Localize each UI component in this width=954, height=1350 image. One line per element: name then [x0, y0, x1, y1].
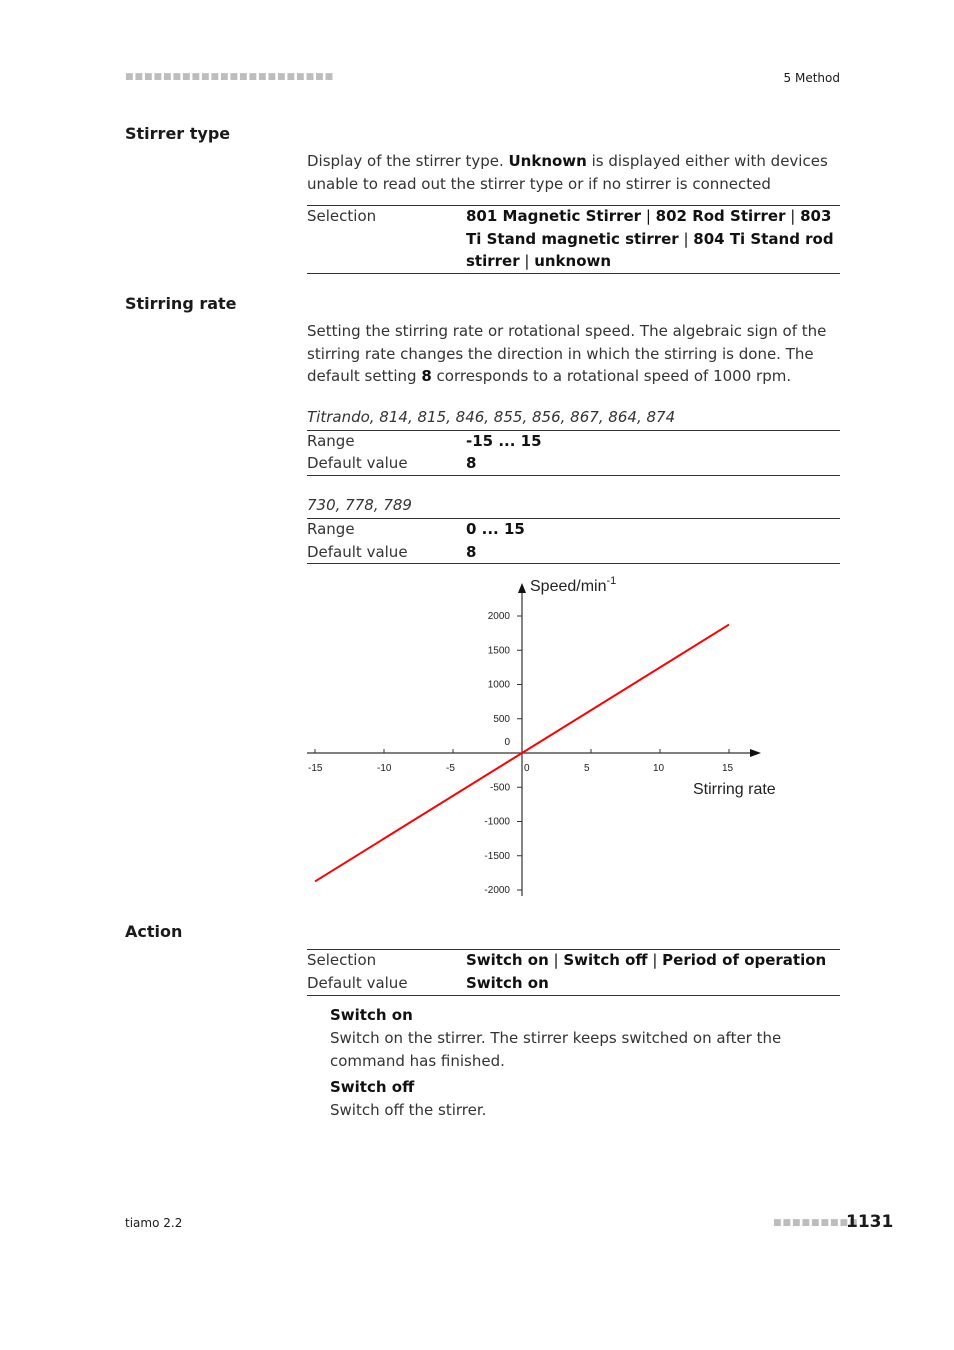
footer-decoration: ■■■■■■■■■ — [773, 1218, 859, 1228]
stirrer-type-description: Display of the stirrer type. Unknown is displayed either with devices unable to read out the stirrer type or if no stirrer is connected — [307, 152, 828, 193]
option-title-switch-off: Switch off — [330, 1078, 415, 1096]
range-label: Range — [307, 432, 355, 450]
default-label: Default value — [307, 974, 408, 992]
x-tick-label: 0 — [524, 763, 530, 774]
y-tick-label: 1000 — [487, 679, 510, 691]
action-options: Switch on | Switch off | Period of operation — [466, 951, 827, 969]
range-value: 0 ... 15 — [466, 520, 525, 538]
stirring-rate-chart — [300, 570, 800, 905]
x-tick-label: -15 — [308, 763, 323, 774]
table-rule — [307, 430, 840, 431]
option-desc-switch-off: Switch off the stirrer. — [330, 1101, 487, 1119]
x-tick-label: 15 — [722, 763, 734, 774]
y-tick-label: 500 — [493, 713, 510, 725]
default-label: Default value — [307, 543, 408, 561]
y-tick-label: -1500 — [484, 850, 510, 862]
section-title-stirring-rate: Stirring rate — [125, 294, 237, 313]
y-tick-label: 1500 — [487, 645, 510, 657]
default-value: 8 — [466, 543, 477, 561]
option-title-switch-on: Switch on — [330, 1006, 413, 1024]
table-rule — [307, 518, 840, 519]
range-value: -15 ... 15 — [466, 432, 542, 450]
table-rule — [307, 475, 840, 476]
device-group-1: Titrando, 814, 815, 846, 855, 856, 867, 864, 874 — [307, 408, 676, 426]
page-number: 1131 — [846, 1212, 894, 1232]
table-rule — [307, 949, 840, 950]
selection-label: Selection — [307, 207, 377, 225]
x-tick-label: 10 — [653, 763, 665, 774]
x-tick-label: -5 — [446, 763, 455, 774]
chapter-title: 5 Method — [783, 71, 840, 85]
y-tick-label: 0 — [504, 737, 510, 748]
default-label: Default value — [307, 454, 408, 472]
y-axis-label: Speed/$\min^{-1}$ — [530, 575, 617, 595]
y-tick-label: -1000 — [484, 816, 510, 828]
device-group-2: 730, 778, 789 — [307, 496, 412, 514]
table-rule — [307, 995, 840, 996]
header-decoration: ■■■■■■■■■■■■■■■■■■■■■■ — [125, 72, 335, 82]
selection-label: Selection — [307, 951, 377, 969]
range-label: Range — [307, 520, 355, 538]
y-tick-label: -2000 — [484, 885, 510, 896]
y-tick-label: 2000 — [487, 611, 510, 622]
table-rule — [307, 563, 840, 564]
x-axis-arrow — [750, 749, 761, 757]
y-axis-arrow — [518, 583, 526, 593]
x-axis-label: Stirring rate — [693, 781, 776, 798]
default-value: 8 — [466, 454, 477, 472]
footer-product: tiamo 2.2 — [125, 1216, 183, 1230]
table-rule — [307, 273, 840, 274]
section-title-action: Action — [125, 922, 183, 941]
section-title-stirrer-type: Stirrer type — [125, 124, 231, 143]
stirrer-type-options: 801 Magnetic Stirrer | 802 Rod Stirrer | 803 Ti Stand magnetic stirrer | 804 Ti Stand rod stirrer | unknown — [466, 207, 834, 270]
x-tick-label: -10 — [377, 763, 392, 774]
default-value: Switch on — [466, 974, 549, 992]
x-tick-label: 5 — [584, 763, 590, 774]
option-desc-switch-on: Switch on the stirrer. The stirrer keeps switched on after the command has finished. — [330, 1029, 782, 1070]
stirring-rate-description: Setting the stirring rate or rotational speed. The algebraic sign of the stirring rate changes the direction in which the stirring is done. The default setting 8 corresponds to a rotational speed of 1000 rpm. — [307, 322, 827, 385]
y-tick-label: -500 — [489, 782, 510, 794]
